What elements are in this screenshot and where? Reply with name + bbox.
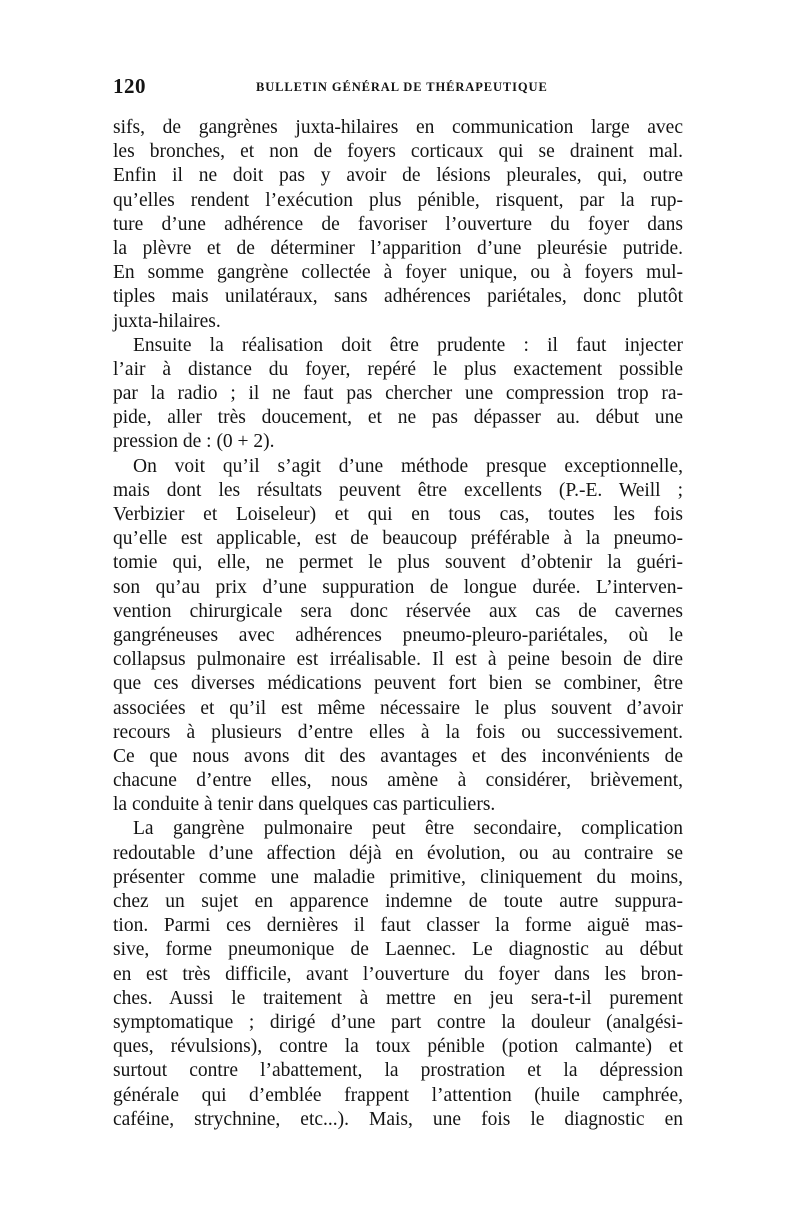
text-line: qu’elles rendent l’exécution plus pénible, risquent, par la rup- — [113, 189, 683, 211]
text-line: la plèvre et de déterminer l’apparition d’une pleurésie putride. — [113, 237, 683, 259]
text-line: pide, aller très doucement, et ne pas dépasser au. début une — [113, 407, 683, 429]
text-line: gangréneuses avec adhérences pneumo-pleuro-pariétales, où le — [113, 624, 683, 646]
text-line: qu’elle est applicable, est de beaucoup préférable à la pneumo- — [113, 528, 683, 550]
text-line: en est très difficile, avant l’ouverture du foyer dans les bron- — [113, 963, 683, 985]
text-line: mais dont les résultats peuvent être excellents (P.-E. Weill ; — [113, 479, 683, 501]
text-line: En somme gangrène collectée à foyer unique, ou à foyers mul- — [113, 262, 683, 284]
text-line: ques, révulsions), contre la toux pénible (potion calmante) et — [113, 1036, 683, 1058]
text-line: ture d’une adhérence de favoriser l’ouverture du foyer dans — [113, 213, 683, 235]
text-line: Ensuite la réalisation doit être prudente : il faut injecter — [133, 334, 683, 356]
text-line: chacune d’entre elles, nous amène à considérer, brièvement, — [113, 770, 683, 792]
text-line: vention chirurgicale sera donc réservée aux cas de cavernes — [113, 600, 683, 622]
text-line: La gangrène pulmonaire peut être secondaire, complication — [133, 818, 683, 840]
text-line: sifs, de gangrènes juxta-hilaires en communication large avec — [113, 117, 683, 138]
text-line: tomie qui, elle, ne permet le plus souvent d’obtenir la guéri- — [113, 552, 683, 574]
text-line: symptomatique ; dirigé d’une part contre la douleur (analgési- — [113, 1011, 683, 1033]
text-line: l’air à distance du foyer, repéré le plus exactement possible — [113, 358, 683, 380]
body-text — [113, 116, 683, 1132]
text-line: tiples mais unilatéraux, sans adhérences pariétales, donc plutôt — [113, 286, 683, 308]
running-title: BULLETIN GÉNÉRAL DE THÉRAPEUTIQUE — [256, 80, 548, 94]
text-line: associées et qu’il est même nécessaire le plus souvent d’avoir — [113, 697, 683, 719]
text-line: générale qui d’emblée frappent l’attention (huile camphrée, — [113, 1084, 683, 1106]
text-line: surtout contre l’abattement, la prostration et la dépression — [113, 1060, 683, 1082]
text-line: Enfin il ne doit pas y avoir de lésions pleurales, qui, outre — [113, 165, 683, 187]
text-line: la conduite à tenir dans quelques cas particuliers. — [113, 794, 496, 816]
text-line: Ce que nous avons dit des avantages et des inconvénients de — [113, 745, 683, 767]
text-line: que ces diverses médications peuvent fort bien se combiner, être — [113, 673, 683, 695]
text-line: redoutable d’une affection déjà en évolution, ou au contraire se — [113, 842, 683, 864]
text-line: tion. Parmi ces dernières il faut classer la forme aiguë mas- — [113, 915, 683, 937]
page-header — [113, 74, 683, 100]
page-number: 120 — [113, 74, 146, 98]
text-line: ches. Aussi le traitement à mettre en jeu sera-t-il purement — [113, 987, 683, 1009]
text-line: pression de : (0 + 2). — [113, 431, 275, 453]
text-line: les bronches, et non de foyers corticaux qui se drainent mal. — [113, 141, 683, 163]
text-line: chez un sujet en apparence indemne de toute autre suppura- — [113, 891, 683, 912]
text-line: Verbizier et Loiseleur) et qui en tous cas, toutes les fois — [113, 504, 683, 525]
text-line: par la radio ; il ne faut pas chercher une compression trop ra- — [113, 383, 683, 405]
text-line: juxta-hilaires. — [113, 310, 221, 332]
text-line: collapsus pulmonaire est irréalisable. Il est à peine besoin de dire — [113, 649, 683, 671]
text-line: sive, forme pneumonique de Laennec. Le diagnostic au début — [113, 939, 683, 961]
text-line: caféine, strychnine, etc...). Mais, une fois le diagnostic en — [113, 1108, 683, 1130]
text-line: son qu’au prix d’une suppuration de longue durée. L’interven- — [113, 576, 683, 598]
text-line: On voit qu’il s’agit d’une méthode presque exceptionnelle, — [133, 455, 683, 477]
text-line: recours à plusieurs d’entre elles à la fois ou successivement. — [113, 721, 683, 743]
text-line: présenter comme une maladie primitive, cliniquement du moins, — [113, 866, 683, 888]
